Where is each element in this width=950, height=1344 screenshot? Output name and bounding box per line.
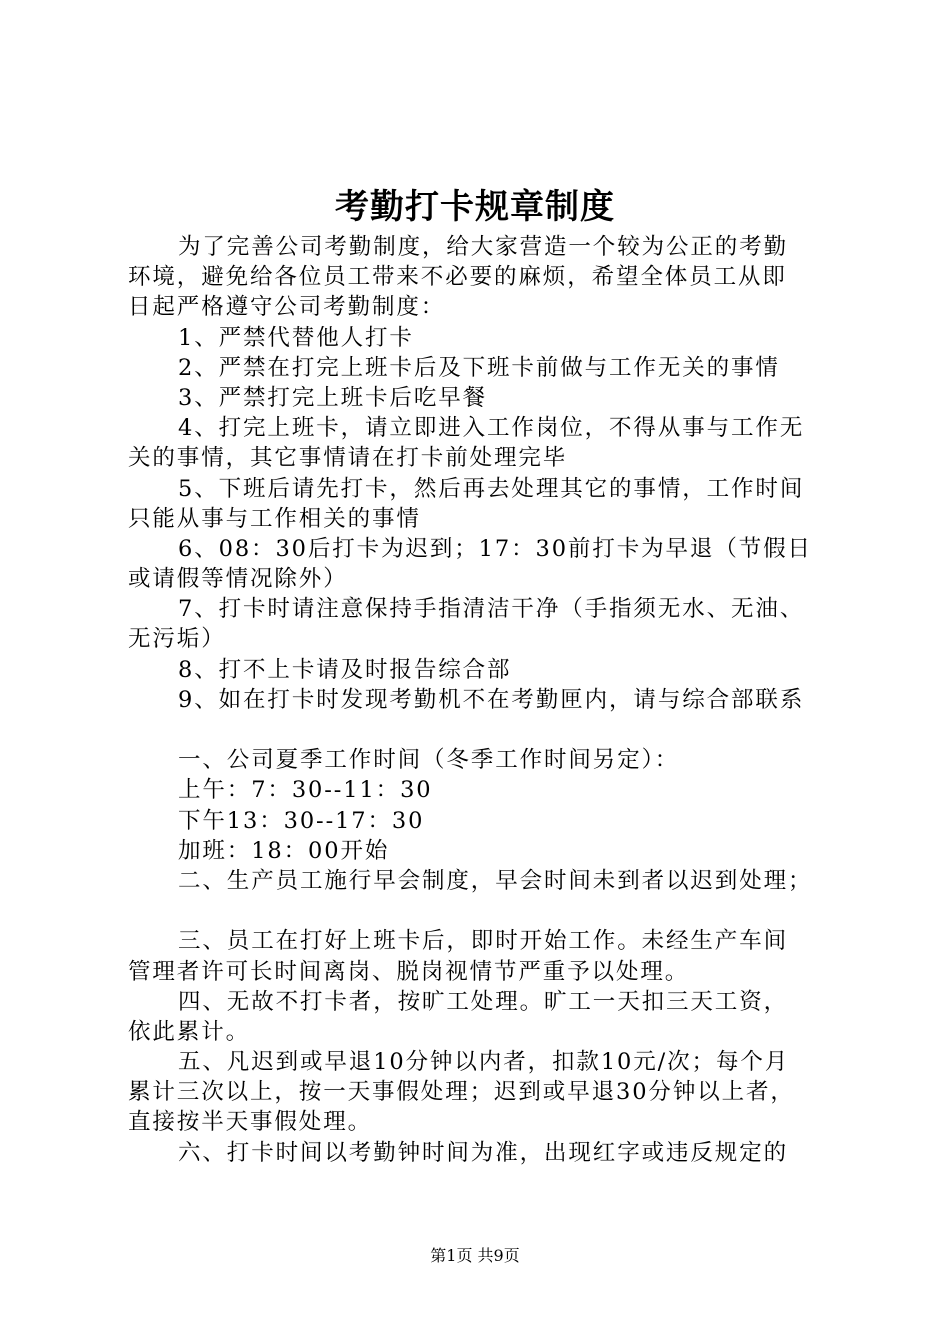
- rule-item: 4、打完上班卡，请立即进入工作岗位，不得从事与工作无: [178, 415, 805, 442]
- paragraph-line: 依此累计。: [128, 1018, 251, 1045]
- paragraph-line: 为了完善公司考勤制度，给大家营造一个较为公正的考勤: [178, 234, 789, 260]
- section-heading: 六、打卡时间以考勤钟时间为准，出现红字或违反规定的: [178, 1139, 789, 1166]
- paragraph-line: 直接按半天事假处理。: [128, 1109, 373, 1136]
- paragraph-line: 累计三次以上，按一天事假处理；迟到或早退30分钟以上者，: [128, 1079, 795, 1106]
- schedule-overtime: 加班：18：00开始: [178, 837, 390, 864]
- rule-item-continued: 无污垢）: [128, 626, 226, 653]
- paragraph-line: 日起严格遵守公司考勤制度：: [128, 294, 446, 321]
- section-heading: 五、凡迟到或早退10分钟以内者，扣款10元/次；每个月: [178, 1049, 790, 1076]
- rule-item: 3、严禁打完上班卡后吃早餐: [178, 384, 488, 411]
- rule-item: 6、08：30后打卡为迟到；17：30前打卡为早退（节假日: [178, 535, 812, 562]
- rule-item-continued: 只能从事与工作相关的事情: [128, 505, 421, 532]
- schedule-afternoon: 下午13：30--17：30: [178, 807, 425, 834]
- document-body: [128, 232, 838, 1168]
- section-heading: 四、无故不打卡者，按旷工处理。旷工一天扣三天工资，: [178, 988, 789, 1015]
- rule-item: 2、严禁在打完上班卡后及下班卡前做与工作无关的事情: [178, 354, 780, 381]
- schedule-morning: 上午：7：30--11：30: [178, 777, 433, 804]
- rule-item: 1、严禁代替他人打卡: [178, 324, 414, 351]
- rule-item: 9、如在打卡时发现考勤机不在考勤匣内，请与综合部联系: [178, 686, 805, 713]
- paragraph-line: 环境，避免给各位员工带来不必要的麻烦，希望全体员工从即: [128, 264, 787, 291]
- section-heading: 一、公司夏季工作时间（冬季工作时间另定）：: [178, 747, 680, 774]
- rule-item-continued: 关的事情，其它事情请在打卡前处理完毕: [128, 445, 568, 472]
- rule-item: 5、下班后请先打卡，然后再去处理其它的事情，工作时间: [178, 475, 805, 502]
- blank-line: [128, 715, 838, 745]
- rule-item: 8、打不上卡请及时报告综合部: [178, 656, 512, 683]
- document-title: 考勤打卡规章制度: [335, 187, 615, 227]
- paragraph-line: 管理者许可长时间离岗、脱岗视情节严重予以处理。: [128, 958, 690, 985]
- rule-item: 7、打卡时请注意保持手指清洁干净（手指须无水、无油、: [178, 596, 805, 623]
- section-heading: 二、生产员工施行早会制度，早会时间未到者以迟到处理；: [178, 867, 813, 894]
- blank-line: [128, 896, 838, 926]
- page-footer: 第1页 共9页: [430, 1246, 520, 1265]
- section-heading: 三、员工在打好上班卡后，即时开始工作。未经生产车间: [178, 928, 789, 955]
- rule-item-continued: 或请假等情况除外）: [128, 566, 348, 593]
